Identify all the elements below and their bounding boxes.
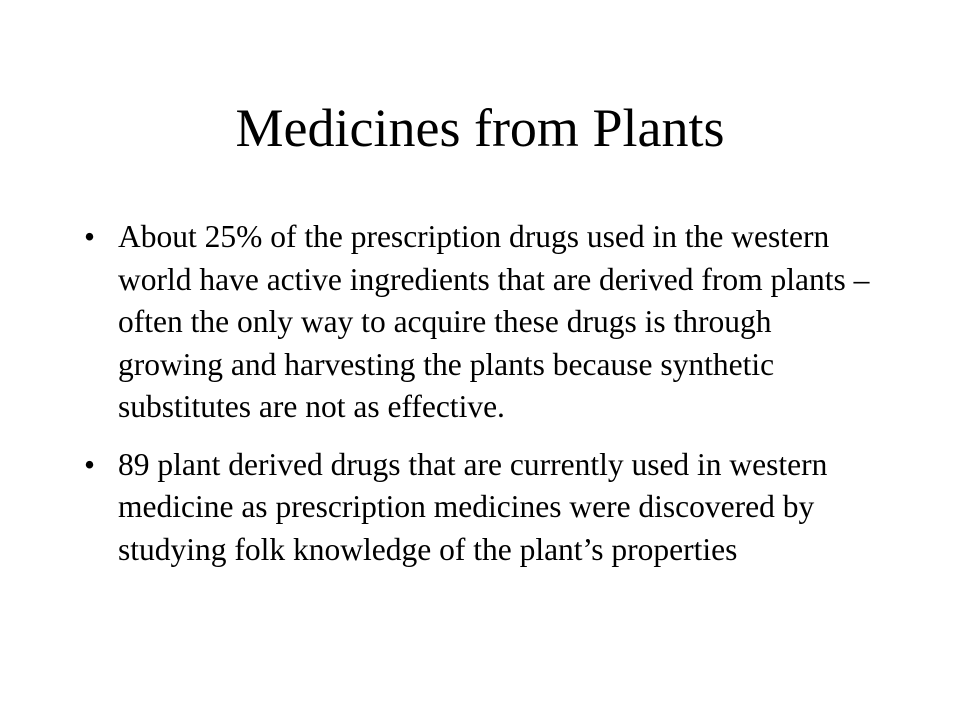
slide-title: Medicines from Plants (235, 98, 725, 158)
bullet-point-icon: • (84, 446, 96, 482)
bullet-text: 89 plant derived drugs that are currently used in western medicine as prescription medicines were discovered by studying folk knowledge of the plant’s properties (118, 446, 828, 567)
bullet-item-1 (84, 216, 874, 429)
bullet-text: About 25% of the prescription drugs used in the western world have active ingredients that are derived from plants – often the only way to acquire these drugs is through growing and harvesting the plants because synthetic substitutes are not as effective. (118, 219, 870, 424)
bullet-item-2 (84, 444, 874, 572)
bullet-list (84, 216, 874, 586)
bullet-point-icon: • (84, 219, 96, 254)
